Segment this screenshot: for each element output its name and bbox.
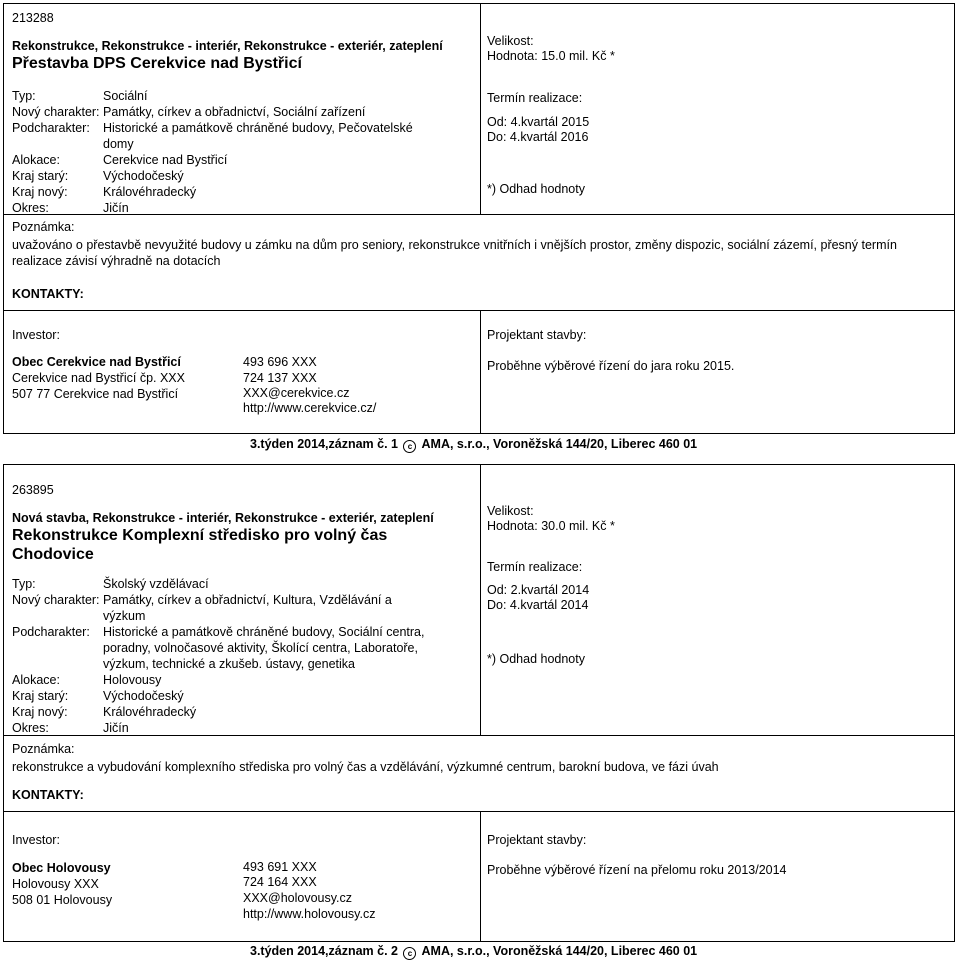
investor-label: Investor: (12, 833, 60, 847)
column-divider (480, 310, 481, 433)
designer-label: Projektant stavby: (487, 833, 587, 847)
field-value-new-region: Královéhradecký (103, 705, 197, 719)
investor-name: Obec Holovousy (12, 861, 111, 875)
record-card (3, 464, 955, 942)
investor-address-line1: Holovousy XXX (12, 877, 99, 891)
field-value-old-region: Východočeský (103, 689, 184, 703)
field-label-character: Nový charakter: (12, 593, 100, 607)
contacts-heading: KONTAKTY: (12, 287, 84, 301)
size-value: Hodnota: 30.0 mil. Kč * (487, 519, 615, 533)
term-from: Od: 4.kvartál 2015 (487, 115, 590, 129)
column-divider (480, 4, 481, 214)
record-id: 263895 (12, 483, 54, 497)
field-label-type: Typ: (12, 577, 36, 591)
investor-label: Investor: (12, 328, 60, 342)
field-value-location: Holovousy (103, 673, 162, 687)
field-label-district: Okres: (12, 201, 49, 215)
field-value-new-region: Královéhradecký (103, 185, 197, 199)
record-card (3, 3, 955, 434)
field-value-subcharacter: Historické a památkově chráněné budovy, Sociální centra, poradny, volnočasové aktivity, Školící centra, Laboratoře, výzkum, technické a zkušeb. ústavy, genetika (103, 625, 425, 671)
copyright-icon: c (403, 440, 416, 453)
designer-text: Proběhne výběrové řízení na přelomu roku 2013/2014 (487, 863, 787, 877)
term-label: Termín realizace: (487, 91, 583, 105)
investor-phone2: 724 164 XXX (243, 875, 317, 889)
field-value-character: Památky, církev a obřadnictví, Sociální zařízení (103, 105, 366, 119)
field-value-character: Památky, církev a obřadnictví, Kultura, Vzdělávání a výzkum (103, 593, 392, 623)
section-divider (4, 214, 954, 215)
field-label-location: Alokace: (12, 673, 60, 687)
field-label-character: Nový charakter: (12, 105, 100, 119)
investor-email: XXX@cerekvice.cz (243, 386, 350, 400)
page-footer (250, 437, 697, 453)
copyright-icon: c (403, 947, 416, 960)
note-text: rekonstrukce a vybudování komplexního střediska pro volný čas a vzdělávání, výzkumné centrum, barokní budova, ve fázi úvah (12, 760, 719, 774)
field-label-district: Okres: (12, 721, 49, 735)
page-footer (250, 944, 697, 960)
investor-web: http://www.holovousy.cz (243, 907, 376, 921)
note-label: Poznámka: (12, 742, 75, 756)
record-categories: Nová stavba, Rekonstrukce - interiér, Rekonstrukce - exteriér, zateplení (12, 511, 434, 525)
term-label: Termín realizace: (487, 560, 583, 574)
field-label-subcharacter: Podcharakter: (12, 121, 90, 135)
size-value: Hodnota: 15.0 mil. Kč * (487, 49, 615, 63)
column-divider (480, 465, 481, 735)
section-divider (4, 735, 954, 736)
footer-company: AMA, s.r.o., Voroněžská 144/20, Liberec 460 01 (421, 944, 698, 958)
section-divider (4, 310, 954, 311)
field-value-district: Jičín (103, 721, 129, 735)
field-value-type: Sociální (103, 89, 148, 103)
note-label: Poznámka: (12, 220, 75, 234)
size-label: Velikost: (487, 504, 534, 518)
term-to: Do: 4.kvartál 2014 (487, 598, 589, 612)
field-value-old-region: Východočeský (103, 169, 184, 183)
size-label: Velikost: (487, 34, 534, 48)
investor-name: Obec Cerekvice nad Bystřicí (12, 355, 181, 369)
field-value-district: Jičín (103, 201, 129, 215)
estimate-note: *) Odhad hodnoty (487, 652, 585, 666)
field-value-location: Cerekvice nad Bystřicí (103, 153, 228, 167)
footer-company: AMA, s.r.o., Voroněžská 144/20, Liberec 460 01 (421, 437, 698, 451)
designer-text: Proběhne výběrové řízení do jara roku 2015. (487, 359, 735, 373)
footer-record: 3.týden 2014,záznam č. 1 (250, 437, 398, 451)
investor-web: http://www.cerekvice.cz/ (243, 401, 377, 415)
investor-address-line1: Cerekvice nad Bystřicí čp. XXX (12, 371, 185, 385)
investor-phone1: 493 691 XXX (243, 860, 317, 874)
investor-email: XXX@holovousy.cz (243, 891, 353, 905)
note-text: uvažováno o přestavbě nevyužité budovy u zámku na dům pro seniory, rekonstrukce vnitřních i vnějších prostor, změny dispozic, sociální zázemí, přesný termín realizace závisí výhradně na dotacích (12, 238, 897, 268)
section-divider (4, 811, 954, 812)
investor-address-line2: 508 01 Holovousy (12, 893, 113, 907)
investor-phone1: 493 696 XXX (243, 355, 317, 369)
field-value-subcharacter: Historické a památkově chráněné budovy, Pečovatelské domy (103, 121, 413, 151)
investor-phone2: 724 137 XXX (243, 371, 317, 385)
field-label-type: Typ: (12, 89, 36, 103)
field-label-new-region: Kraj nový: (12, 705, 68, 719)
designer-label: Projektant stavby: (487, 328, 587, 342)
field-label-new-region: Kraj nový: (12, 185, 68, 199)
term-from: Od: 2.kvartál 2014 (487, 583, 590, 597)
field-label-location: Alokace: (12, 153, 60, 167)
record-id: 213288 (12, 11, 54, 25)
field-label-subcharacter: Podcharakter: (12, 625, 90, 639)
footer-record: 3.týden 2014,záznam č. 2 (250, 944, 398, 958)
estimate-note: *) Odhad hodnoty (487, 182, 585, 196)
record-categories: Rekonstrukce, Rekonstrukce - interiér, Rekonstrukce - exteriér, zateplení (12, 39, 443, 53)
field-label-old-region: Kraj starý: (12, 169, 69, 183)
investor-address-line2: 507 77 Cerekvice nad Bystřicí (12, 387, 179, 401)
column-divider (480, 811, 481, 942)
field-label-old-region: Kraj starý: (12, 689, 69, 703)
contacts-heading: KONTAKTY: (12, 788, 84, 802)
term-to: Do: 4.kvartál 2016 (487, 130, 589, 144)
record-title: Přestavba DPS Cerekvice nad Bystřicí (12, 55, 302, 72)
record-title: Rekonstrukce Komplexní středisko pro volný čas Chodovice (12, 527, 388, 563)
field-value-type: Školský vzdělávací (103, 577, 209, 591)
